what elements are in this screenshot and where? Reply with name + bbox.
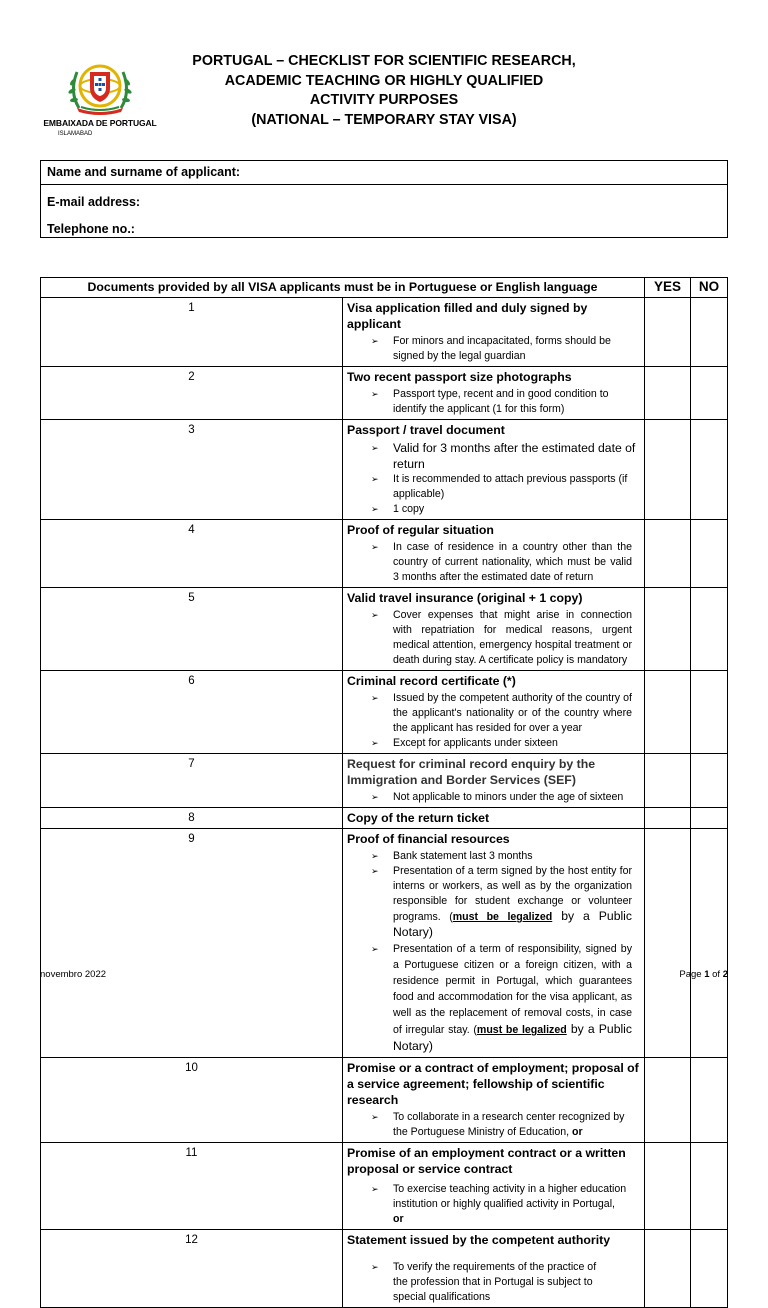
list-item: ➢ Presentation of a term of responsibility, signed by a Portuguese citizen or a foreign citizen, with a residence permit in Portugal, which guarantees food and accommodation for the visa applicant, as well as the replacement of removal costs, in case of irregular stay. (must be legalized by a Public Notary) <box>347 941 640 1055</box>
item-title: Two recent passport size photographs <box>347 370 572 384</box>
item-description <box>343 367 645 420</box>
portugal-coat-of-arms-icon <box>65 58 135 116</box>
item-number: 5 <box>41 588 343 671</box>
table-row <box>41 1058 728 1143</box>
item-description <box>343 808 645 829</box>
item-title: Proof of financial resources <box>347 832 510 846</box>
yes-checkbox-cell[interactable] <box>645 367 691 420</box>
item-description <box>343 298 645 367</box>
item-title: Proof of regular situation <box>347 523 494 537</box>
no-checkbox-cell[interactable] <box>691 1058 728 1143</box>
yes-checkbox-cell[interactable] <box>645 754 691 808</box>
embassy-city: ISLAMABAD <box>58 131 93 137</box>
item-number: 8 <box>41 808 343 829</box>
title-line: (NATIONAL – TEMPORARY STAY VISA) <box>251 112 517 129</box>
telephone-field[interactable]: Telephone no.: <box>47 222 135 236</box>
table-row <box>41 829 728 1058</box>
no-checkbox-cell[interactable] <box>691 808 728 829</box>
table-row <box>41 808 728 829</box>
item-number: 4 <box>41 520 343 588</box>
list-item: ➢ Valid for 3 months after the estimated date of return <box>347 440 640 472</box>
title-line: ACADEMIC TEACHING OR HIGHLY QUALIFIED <box>224 72 544 89</box>
item-number: 7 <box>41 754 343 808</box>
item-description <box>343 420 645 520</box>
item-description <box>343 671 645 754</box>
item-description <box>343 520 645 588</box>
table-row <box>41 1230 728 1308</box>
yes-checkbox-cell[interactable] <box>645 520 691 588</box>
item-description <box>343 829 645 1058</box>
table-row <box>41 520 728 588</box>
no-checkbox-cell[interactable] <box>691 1230 728 1308</box>
item-number: 9 <box>41 829 343 1058</box>
item-number: 6 <box>41 671 343 754</box>
item-number: 11 <box>41 1143 343 1230</box>
list-item: ➢ Cover expenses that might arise in connection with repatriation for medical reasons, urgent medical attention, emergency hospital treatment or death during stay. A certificate policy is mandatory <box>347 608 640 668</box>
item-number: 1 <box>41 298 343 367</box>
list-item: ➢ Not applicable to minors under the age of sixteen <box>347 790 640 805</box>
page-title <box>170 52 598 131</box>
item-number: 12 <box>41 1230 343 1308</box>
item-number: 2 <box>41 367 343 420</box>
list-item: ➢ Presentation of a term signed by the host entity for interns or workers, as well as by the organization responsible for student exchange or volunteer programs. (must be legalized by a Public Notary) <box>347 864 640 941</box>
table-row <box>41 1143 728 1230</box>
no-checkbox-cell[interactable] <box>691 671 728 754</box>
page-number: Page 1 of 2 <box>679 969 728 980</box>
yes-checkbox-cell[interactable] <box>645 808 691 829</box>
yes-column-header: YES <box>645 278 691 298</box>
yes-checkbox-cell[interactable] <box>645 420 691 520</box>
no-checkbox-cell[interactable] <box>691 298 728 367</box>
item-description <box>343 1143 645 1230</box>
yes-checkbox-cell[interactable] <box>645 298 691 367</box>
list-item: ➢ Passport type, recent and in good condition to identify the applicant (1 for this form) <box>347 387 640 417</box>
title-line: PORTUGAL – CHECKLIST FOR SCIENTIFIC RESEARCH, <box>192 53 576 69</box>
no-checkbox-cell[interactable] <box>691 1143 728 1230</box>
list-item: ➢ To verify the requirements of the practice of the profession that in Portugal is subject to special qualifications <box>347 1260 640 1305</box>
list-item: ➢ It is recommended to attach previous passports (if applicable) <box>347 472 640 502</box>
yes-checkbox-cell[interactable] <box>645 1143 691 1230</box>
yes-checkbox-cell[interactable] <box>645 671 691 754</box>
table-row <box>41 420 728 520</box>
list-item: ➢ 1 copy <box>347 502 640 517</box>
item-title: Passport / travel document <box>347 423 505 437</box>
list-item: ➢ In case of residence in a country other than the country of current nationality, which must be valid 3 months after the estimated date of return <box>347 540 640 585</box>
item-description <box>343 588 645 671</box>
no-checkbox-cell[interactable] <box>691 420 728 520</box>
table-row <box>41 367 728 420</box>
item-title: Promise of an employment contract or a written proposal or service contract <box>347 1146 626 1176</box>
item-number: 10 <box>41 1058 343 1143</box>
item-number: 3 <box>41 420 343 520</box>
title-line: ACTIVITY PURPOSES <box>309 92 459 109</box>
yes-checkbox-cell[interactable] <box>645 829 691 1058</box>
list-item: ➢ To collaborate in a research center recognized by the Portuguese Ministry of Education, or <box>347 1110 640 1140</box>
table-row <box>41 754 728 808</box>
list-item: ➢ Issued by the competent authority of the country of the applicant's nationality or of the country where the applicant has resided for over a year <box>347 691 640 736</box>
list-item: ➢ Bank statement last 3 months <box>347 849 640 864</box>
embassy-name: EMBAIXADA DE PORTUGAL <box>43 118 157 128</box>
table-row <box>41 671 728 754</box>
item-title: Copy of the return ticket <box>347 811 490 825</box>
footer-date: novembro 2022 <box>40 969 107 980</box>
email-field[interactable]: E-mail address: <box>47 195 141 209</box>
item-title: Valid travel insurance (original + 1 copy) <box>347 591 583 605</box>
no-checkbox-cell[interactable] <box>691 520 728 588</box>
table-row <box>41 588 728 671</box>
item-description <box>343 754 645 808</box>
yes-checkbox-cell[interactable] <box>645 588 691 671</box>
embassy-logo <box>40 58 160 137</box>
list-item: ➢ Except for applicants under sixteen <box>347 736 640 751</box>
applicant-name-field[interactable]: Name and surname of applicant: <box>41 161 727 185</box>
item-title: Promise or a contract of employment; proposal of a service agreement; fellowship of scientific research <box>347 1061 639 1107</box>
item-title: Criminal record certificate (*) <box>347 674 516 688</box>
no-checkbox-cell[interactable] <box>691 367 728 420</box>
table-header: Documents provided by all VISA applicants must be in Portuguese or English language <box>41 278 645 298</box>
item-title: Statement issued by the competent authority <box>347 1233 611 1247</box>
item-title: Request for criminal record enquiry by the Immigration and Border Services (SEF) <box>347 757 596 787</box>
applicant-contact-fields <box>41 185 727 243</box>
documents-checklist-table <box>40 277 728 1308</box>
item-title: Visa application filled and duly signed by applicant <box>347 301 588 331</box>
table-row <box>41 298 728 367</box>
item-description <box>343 1230 645 1308</box>
yes-checkbox-cell[interactable] <box>645 1058 691 1143</box>
applicant-info-box <box>40 160 728 238</box>
no-checkbox-cell[interactable] <box>691 754 728 808</box>
no-column-header: NO <box>691 278 728 298</box>
yes-checkbox-cell[interactable] <box>645 1230 691 1308</box>
item-description <box>343 1058 645 1143</box>
list-item: ➢ For minors and incapacitated, forms should be signed by the legal guardian <box>347 334 640 364</box>
no-checkbox-cell[interactable] <box>691 588 728 671</box>
table-header-row <box>41 278 728 298</box>
no-checkbox-cell[interactable] <box>691 829 728 1058</box>
list-item: ➢ To exercise teaching activity in a higher education institution or highly qualified activity in Portugal, or <box>347 1182 640 1227</box>
